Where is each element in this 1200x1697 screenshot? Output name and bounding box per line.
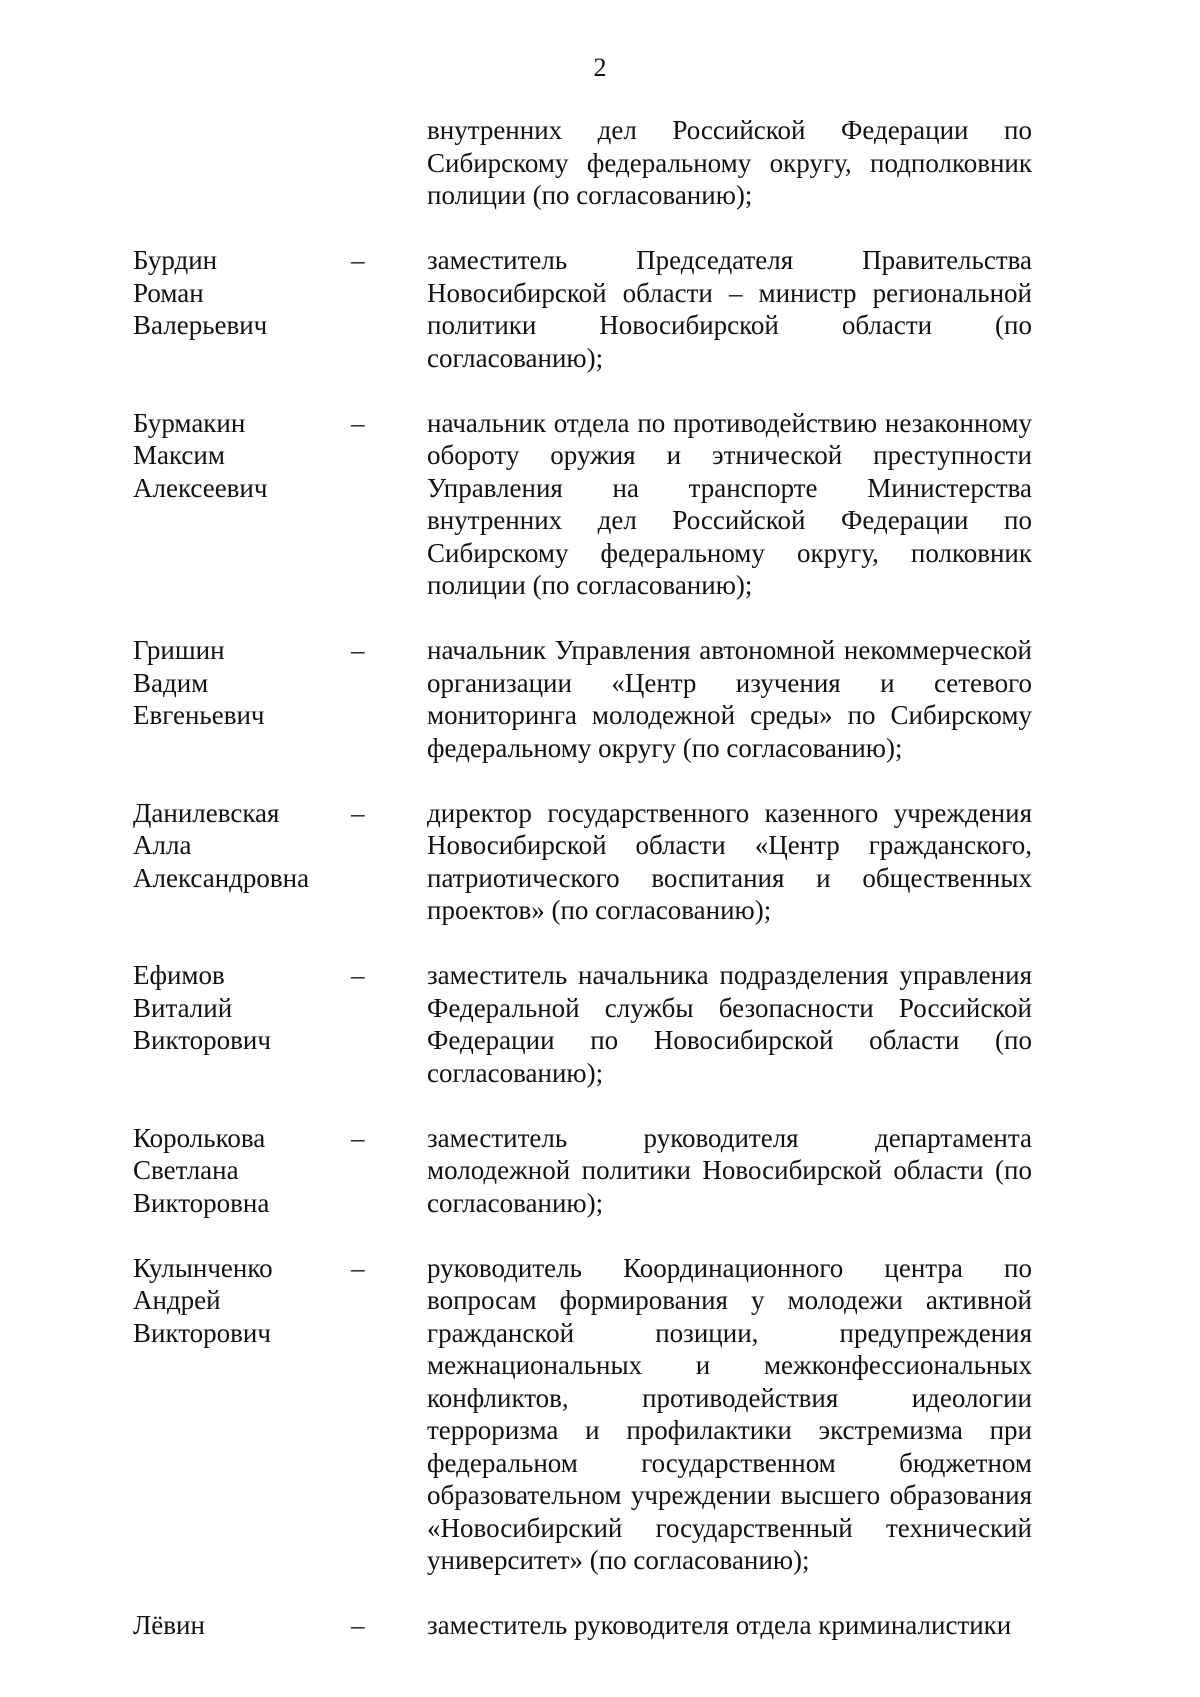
member-position: заместитель руководителя департамента молодежной политики Новосибирской области (по согласованию); — [427, 1122, 1032, 1218]
page-number: 2 — [593, 53, 607, 82]
member-patronymic: Евгеньевич — [133, 700, 265, 730]
member-name — [133, 1252, 348, 1577]
member-name — [133, 1122, 348, 1220]
member-surname: Королькова — [133, 1122, 266, 1153]
member-patronymic: Александровна — [133, 862, 310, 893]
member-entry-kulynchenko — [133, 1252, 1083, 1577]
member-name — [133, 1609, 348, 1642]
member-entry-levin — [133, 1609, 1083, 1642]
member-position: начальник Управления автономной некоммерческой организации «Центр изучения и сетевого мониторинга молодежной среды» по Сибирскому федеральному округу (по согласованию); — [427, 635, 1032, 763]
member-entry-burmakin — [133, 407, 1083, 602]
dash-separator: – — [351, 245, 365, 275]
member-first-name: Виталий — [133, 992, 233, 1023]
member-first-name: Вадим — [133, 667, 209, 698]
members-list — [133, 114, 1083, 1642]
member-patronymic: Алексеевич — [133, 472, 268, 503]
dash-separator: – — [351, 635, 365, 665]
member-name — [133, 407, 348, 602]
member-position: руководитель Координационного центра по вопросам формирования у молодежи активной гражданской позиции, предупреждения межнациональных и межконфессиональных конфликтов, противодействия идеологии терроризма и профилактики экстремизма при федеральном государственном бюджетном образовательном учреждении высшего образования «Новосибирский государственный технический университет» (по согласованию); — [427, 1252, 1032, 1575]
member-first-name: Роман — [133, 277, 204, 308]
member-name — [133, 634, 348, 764]
member-surname: Бурдин — [133, 245, 218, 275]
continuation-entry — [133, 114, 1083, 212]
member-entry-korolkova — [133, 1122, 1083, 1220]
member-surname: Кулынченко — [133, 1252, 273, 1283]
member-entry-danilevskaya — [133, 797, 1083, 927]
member-position: заместитель руководителя отдела криминалистики — [427, 1610, 1012, 1640]
member-name — [133, 244, 348, 374]
member-position: директор государственного казенного учреждения Новосибирской области «Центр гражданского, патриотического воспитания и общественных проектов» (по согласованию); — [427, 797, 1032, 925]
member-first-name: Максим — [133, 440, 225, 470]
dash-separator: – — [351, 960, 365, 990]
member-first-name: Андрей — [133, 1285, 221, 1315]
member-patronymic: Валерьевич — [133, 310, 268, 340]
member-patronymic: Викторовна — [133, 1187, 270, 1218]
member-entry-grishin — [133, 634, 1083, 764]
dash-separator: – — [351, 1610, 365, 1640]
member-patronymic: Викторович — [133, 1025, 271, 1055]
member-surname: Данилевская — [133, 797, 280, 828]
member-entry-efimov — [133, 959, 1083, 1089]
dash-separator: – — [351, 407, 365, 438]
member-surname: Бурмакин — [133, 407, 246, 438]
member-surname: Гришин — [133, 635, 225, 665]
dash-separator: – — [351, 797, 365, 828]
dash-separator: – — [351, 1252, 365, 1283]
member-surname: Ефимов — [133, 960, 225, 990]
member-position: заместитель начальника подразделения управления Федеральной службы безопасности Российской Федерации по Новосибирской области (по согласованию); — [427, 960, 1032, 1088]
member-entry-burdin — [133, 244, 1083, 374]
member-first-name: Алла — [133, 830, 192, 860]
member-name — [133, 797, 348, 927]
member-position: заместитель Председателя Правительства Новосибирской области – министр региональной политики Новосибирской области (по согласованию); — [427, 245, 1032, 373]
member-patronymic: Викторович — [133, 1317, 271, 1348]
continuation-text: внутренних дел Российской Федерации по Сибирскому федеральному округу, подполковник полиции (по согласованию); — [427, 115, 1032, 210]
member-surname: Лёвин — [133, 1610, 205, 1640]
dash-separator: – — [351, 1122, 365, 1153]
member-position: начальник отдела по противодействию незаконному обороту оружия и этнической преступности Управления на транспорте Министерства внутренних дел Российской Федерации по Сибирскому федеральному округу, полковник полиции (по согласованию); — [427, 407, 1032, 600]
member-name — [133, 959, 348, 1089]
member-first-name: Светлана — [133, 1155, 239, 1185]
